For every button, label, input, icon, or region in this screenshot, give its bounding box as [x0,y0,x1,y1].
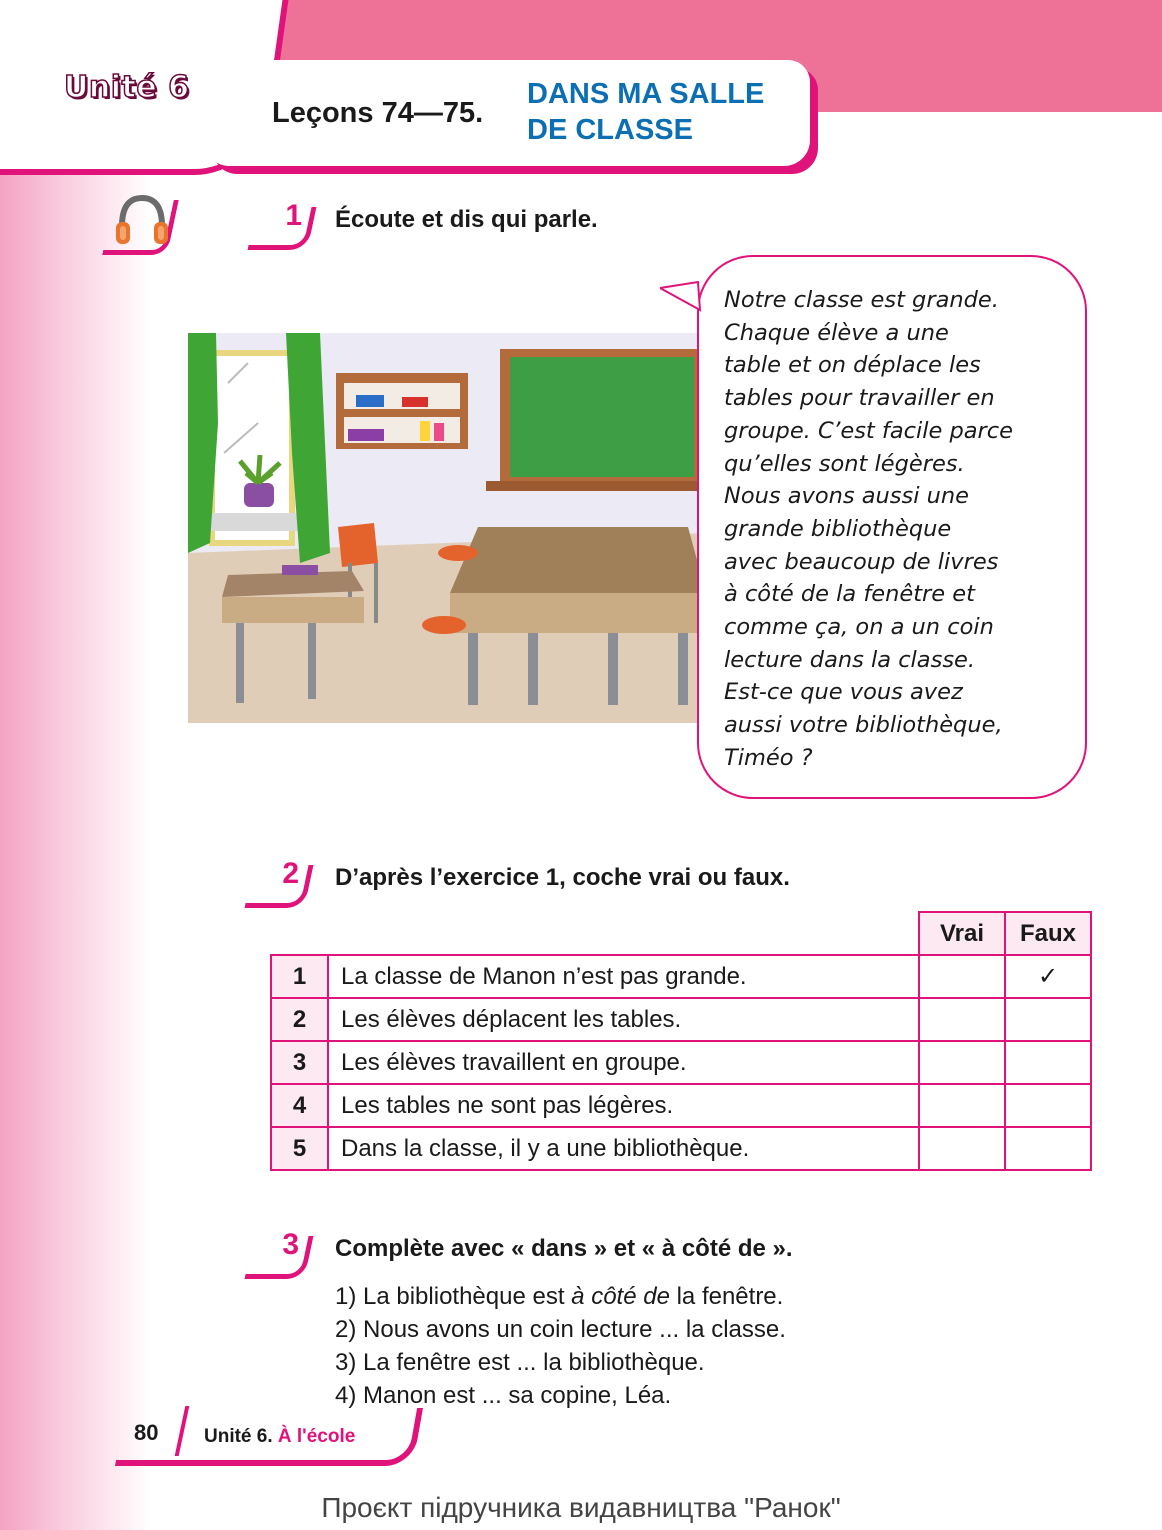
exercise-1-number: 1 [258,199,302,239]
row-statement: Les élèves déplacent les tables. [328,998,919,1041]
footer-topic: À l'école [277,1426,356,1447]
table-header-row [271,912,1091,955]
table-row [271,1084,1091,1127]
list-item [335,1280,786,1313]
list-item: 3) La fenêtre est ... la bibliothèque. [335,1349,705,1376]
row-number: 1 [271,955,328,998]
table-row [271,1127,1091,1170]
list-item: 2) Nous avons un coin lecture ... la classe. [335,1316,786,1343]
faux-checkbox-cell[interactable] [1005,1041,1091,1084]
headphones-icon[interactable] [112,192,172,248]
blank-header [271,912,328,955]
faux-checkbox-cell[interactable] [1005,1084,1091,1127]
row-number: 5 [271,1127,328,1170]
classroom-illustration [188,333,706,723]
left-decor-band [0,130,150,1530]
exercise-3-instruction: Complète avec « dans » et « à côté de ». [335,1235,793,1262]
table-row [271,998,1091,1041]
true-false-table [270,911,1092,1171]
speech-bubble-tail [660,280,720,320]
row-statement: Les élèves travaillent en groupe. [328,1041,919,1084]
exercise-2-instruction: D’après l’exercice 1, coche vrai ou faux. [335,864,790,891]
exercise-2-number: 2 [255,857,299,897]
row-number: 4 [271,1084,328,1127]
page-number: 80 [134,1420,159,1445]
lesson-theme [527,76,807,148]
blank-header [328,912,919,955]
vrai-checkbox-cell[interactable] [919,1084,1005,1127]
publisher-note: Проєкт підручника видавництва "Ранок" [321,1492,841,1523]
lessons-label: Leçons 74—75. [272,97,484,129]
unit-label: Unité 6 [64,70,190,105]
vrai-column-header: Vrai [919,912,1005,955]
item-suffix: la fenêtre. [669,1283,784,1310]
fill-in-list [335,1280,786,1412]
list-item: 4) Manon est ... sa copine, Léa. [335,1382,672,1409]
exercise-1-instruction: Écoute et dis qui parle. [335,206,598,233]
theme-line-1: DANS MA SALLE [527,78,765,110]
table-row [271,955,1091,998]
faux-checkbox-cell[interactable]: ✓ [1005,955,1091,998]
footer-unit: Unité 6. [204,1426,273,1447]
exercise-3-number: 3 [255,1228,299,1268]
item-prefix: 1) La bibliothèque est [335,1283,572,1310]
vrai-checkbox-cell[interactable] [919,955,1005,998]
row-number: 2 [271,998,328,1041]
row-statement: Les tables ne sont pas légères. [328,1084,919,1127]
faux-checkbox-cell[interactable] [1005,1127,1091,1170]
row-statement: La classe de Manon n’est pas grande. [328,955,919,998]
item-example-answer: à côté de [571,1283,670,1310]
row-number: 3 [271,1041,328,1084]
vrai-checkbox-cell[interactable] [919,998,1005,1041]
vrai-checkbox-cell[interactable] [919,1041,1005,1084]
faux-checkbox-cell[interactable] [1005,998,1091,1041]
vrai-checkbox-cell[interactable] [919,1127,1005,1170]
footer-unit-title [204,1426,355,1448]
speech-text: Notre classe est grande. Chaque élève a une table et on déplace les tables pour travailler en groupe. C’est facile parce qu’elles sont légères. Nous avons aussi une grande bibliothèque avec beaucoup de livres à côté de la fenêtre et comme ça, on a un coin lecture dans la classe. Est-ce que vous avez aussi votre bibliothèque, Timéo ? [724,287,1014,771]
theme-line-2: DE CLASSE [527,114,693,146]
table-row [271,1041,1091,1084]
row-statement: Dans la classe, il y a une bibliothèque. [328,1127,919,1170]
faux-column-header: Faux [1005,912,1091,955]
